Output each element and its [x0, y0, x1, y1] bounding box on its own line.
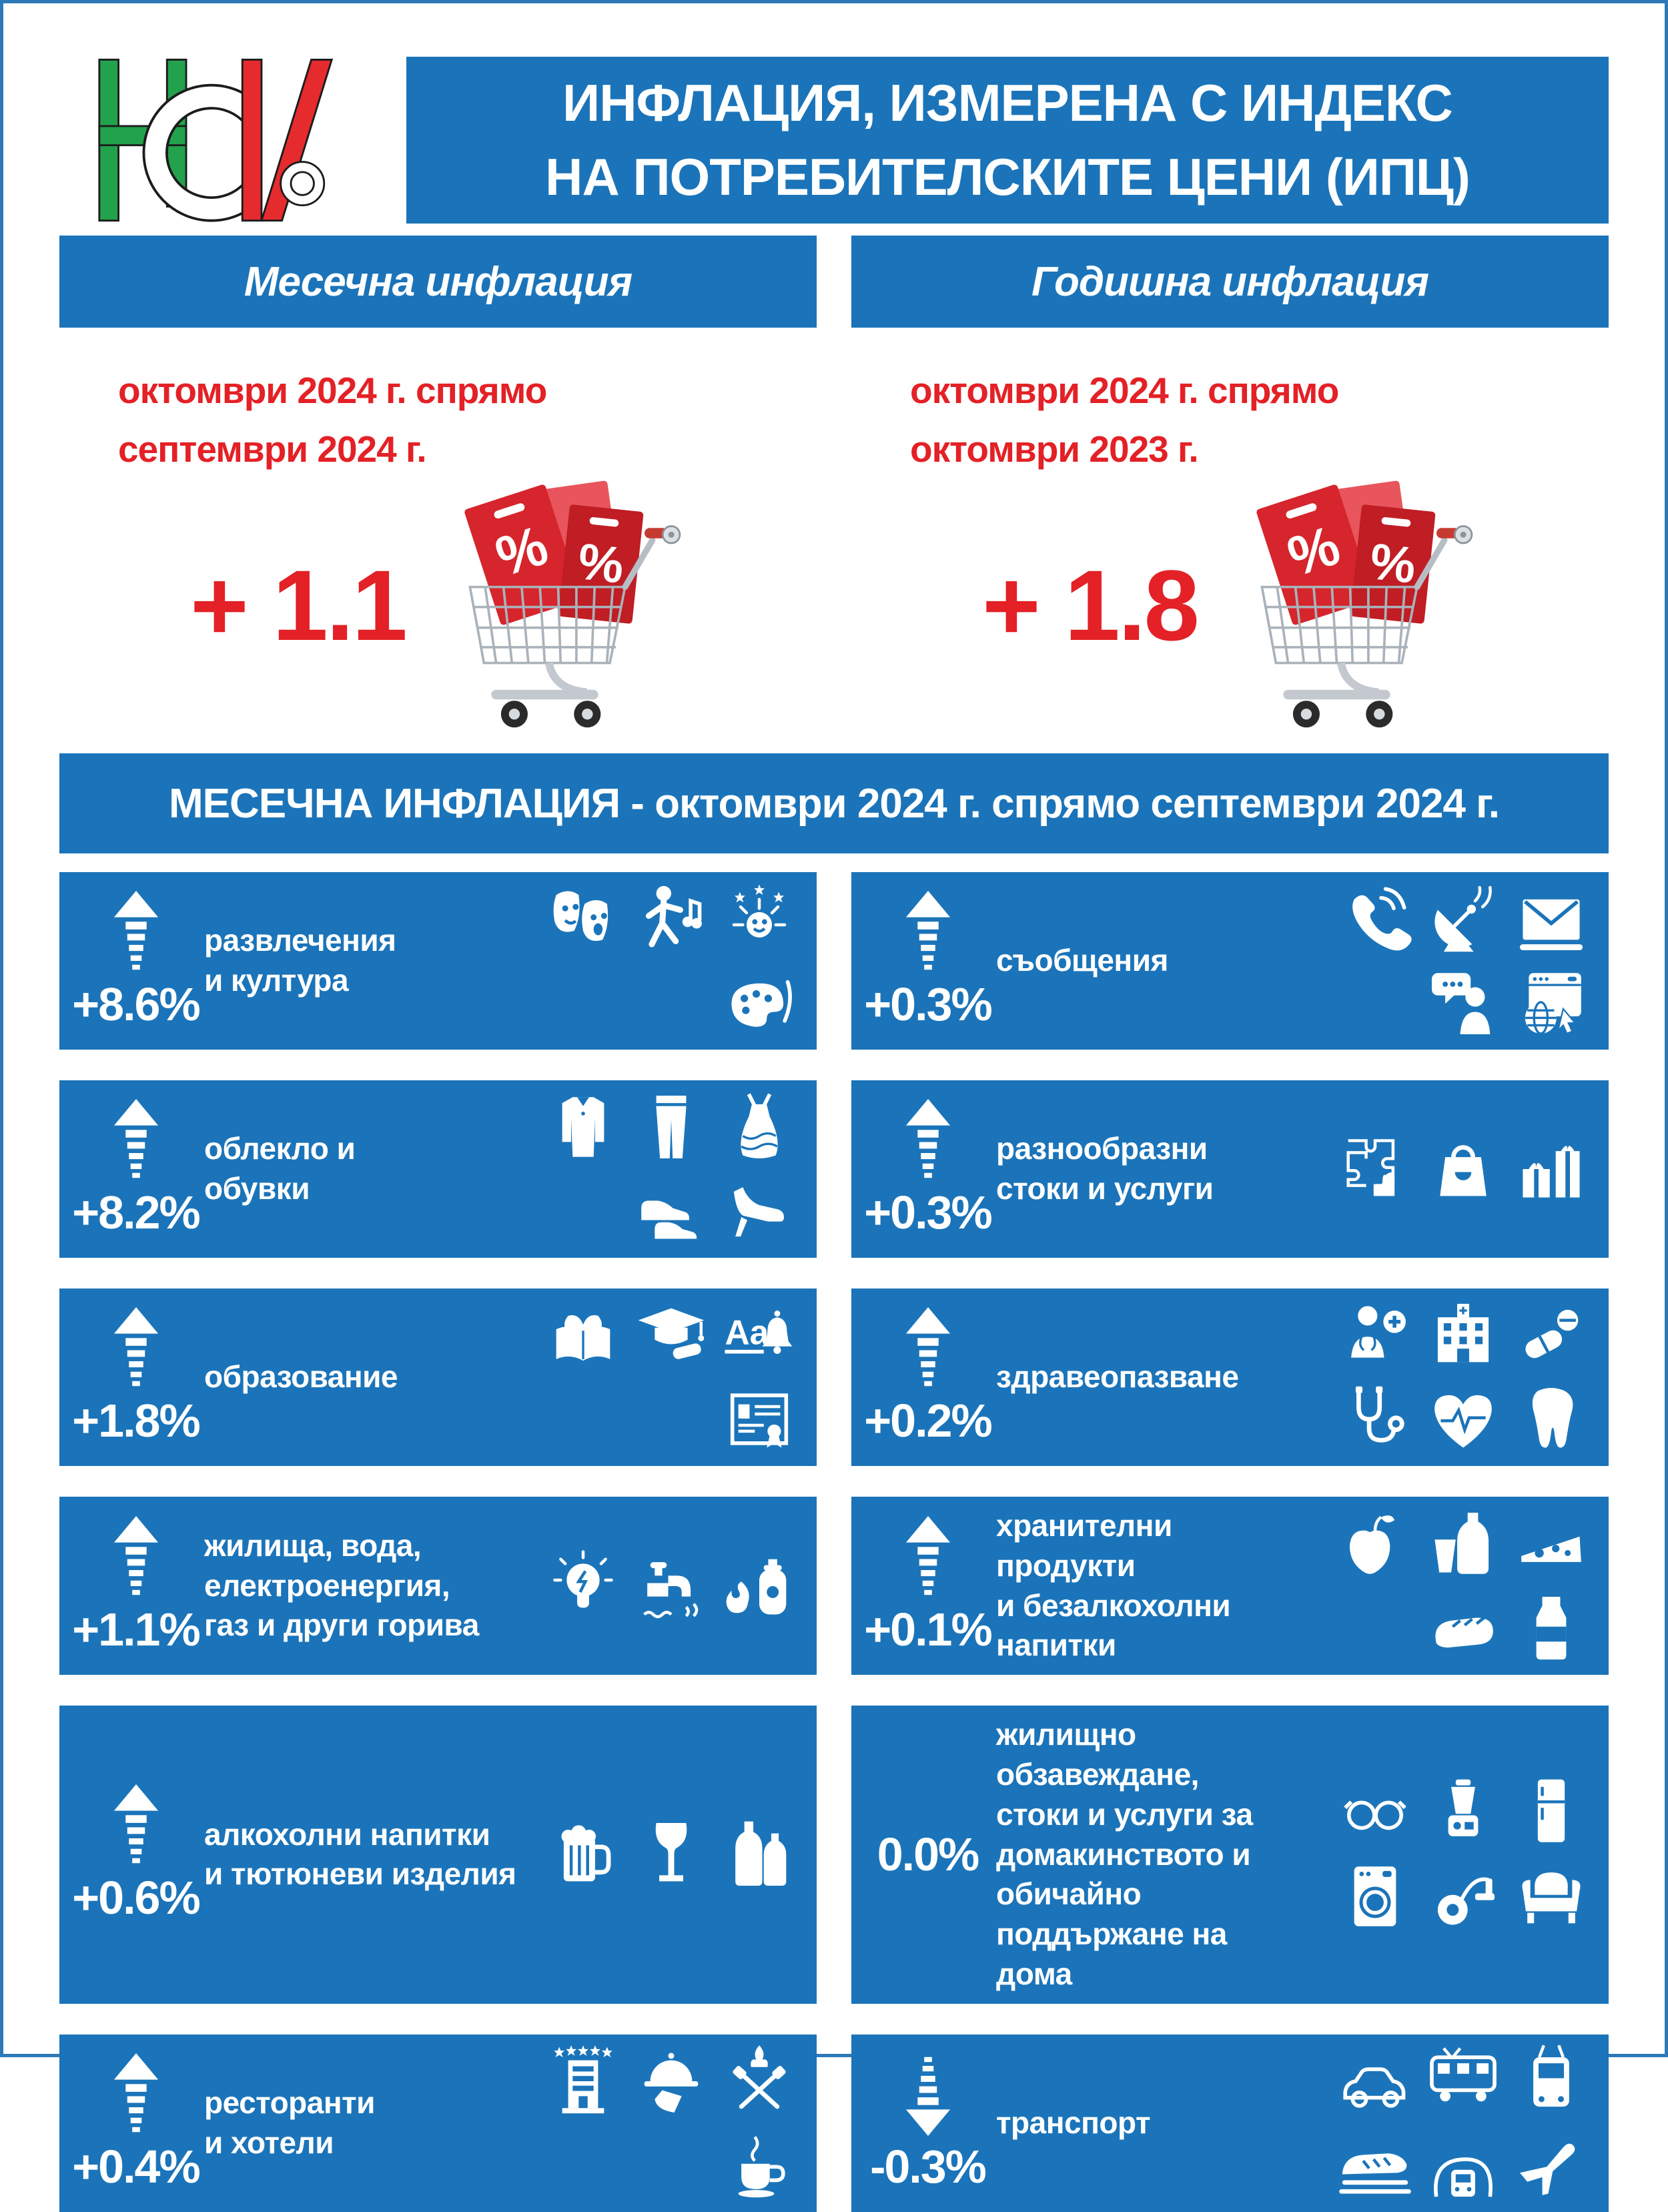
annual-inflation-value: + 1.8	[982, 548, 1198, 661]
bread-icon	[1426, 1591, 1501, 1666]
category-card-alcohol-tobacco	[59, 1706, 817, 2004]
book-brain-icon	[546, 1298, 620, 1373]
milk-bottle-icon	[1514, 1591, 1589, 1666]
up-arrow-icon	[104, 1099, 168, 1182]
train-icon	[1338, 2128, 1412, 2203]
percent-value: +1.1%	[72, 1603, 199, 1655]
washing-machine-icon	[1338, 1859, 1412, 1934]
browser-globe-icon	[1514, 966, 1589, 1040]
tram-icon	[1426, 2044, 1501, 2119]
dancer-icon	[634, 881, 709, 956]
faucet-icon	[634, 1549, 709, 1623]
light-bulb-icon	[546, 1549, 620, 1623]
category-card-food-beverages	[851, 1497, 1609, 1675]
percent-value: +0.1%	[864, 1603, 991, 1655]
category-icons	[1265, 1298, 1589, 1457]
car-icon	[1338, 2044, 1412, 2119]
plane-icon	[1514, 2128, 1589, 2203]
category-icons	[1265, 2044, 1589, 2203]
grill-tools-icon	[722, 2044, 797, 2119]
percent-value: +1.8%	[72, 1395, 199, 1447]
section-banner: МЕСЕЧНА ИНФЛАЦИЯ - октомври 2024 г. спрямо септември 2024 г.	[59, 753, 1609, 853]
category-label: разнообразни стоки и услуги	[996, 1131, 1214, 1206]
gas-cylinder-icon	[722, 1549, 797, 1623]
down-arrow-icon	[896, 2053, 960, 2136]
monthly-column	[59, 328, 817, 736]
letters-bell-icon	[722, 1298, 797, 1373]
category-icons	[1265, 881, 1589, 1040]
puzzle-hand-icon	[1338, 1132, 1412, 1206]
category-icons	[473, 1090, 797, 1248]
sun-stars-icon	[722, 881, 797, 956]
title-banner	[406, 57, 1609, 224]
tooth-icon	[1514, 1382, 1589, 1457]
category-icons	[473, 1298, 797, 1457]
high-heel-icon	[722, 1174, 797, 1248]
category-card-transport	[851, 2035, 1609, 2212]
category-card-restaurants-hotels	[59, 2035, 817, 2212]
percent-value: +8.2%	[72, 1186, 199, 1238]
percent-value: +0.4%	[72, 2140, 199, 2193]
cloche-hand-icon	[634, 2044, 709, 2119]
doctor-icon	[1338, 1298, 1412, 1373]
metro-icon	[1426, 2128, 1501, 2203]
annual-period-text: октомври 2024 г. спрямо октомври 2023 г.	[910, 370, 1339, 470]
up-arrow-icon	[104, 1307, 168, 1390]
shopping-cart-icon	[1216, 474, 1478, 736]
bottles-icon	[722, 1817, 797, 1892]
category-card-clothing-footwear	[59, 1080, 817, 1258]
category-label: здравеопазване	[996, 1359, 1239, 1395]
category-cards-grid	[59, 872, 1609, 2212]
up-arrow-icon	[896, 1516, 960, 1599]
shopping-cart-icon	[424, 474, 686, 736]
category-card-miscellaneous-goods-services	[851, 1080, 1609, 1258]
trolleybus-icon	[1514, 2044, 1589, 2119]
category-label: облекло и обувки	[204, 1131, 356, 1206]
comparison-section	[59, 328, 1609, 736]
up-arrow-icon	[104, 891, 168, 974]
blender-icon	[1426, 1775, 1501, 1850]
dress-icon	[722, 1090, 797, 1164]
annual-inflation-banner: Годишна инфлация	[851, 236, 1609, 328]
phone-handset-icon	[1338, 881, 1412, 956]
theater-masks-icon	[546, 881, 620, 956]
person-chat-icon	[1426, 966, 1501, 1040]
category-card-entertainment-culture	[59, 872, 817, 1050]
up-arrow-icon	[896, 891, 960, 974]
percent-value: 0.0%	[877, 1828, 979, 1881]
armchair-icon	[1514, 1859, 1589, 1934]
category-label: жилищно обзавеждане, стоки и услуги за домакинството и обичайно поддържане на дома	[996, 1717, 1253, 1991]
beer-mug-icon	[546, 1817, 620, 1892]
sub-banners	[59, 236, 1609, 328]
category-label: жилища, вода, електроенергия, газ и други горива	[204, 1527, 479, 1643]
percent-value: -0.3%	[870, 2140, 985, 2193]
percent-value: +0.3%	[864, 1186, 991, 1238]
hospital-icon	[1426, 1298, 1501, 1373]
up-arrow-icon	[104, 2053, 168, 2136]
eyeglasses-icon	[1338, 1775, 1412, 1850]
annual-column	[851, 328, 1609, 736]
envelope-icon	[1514, 881, 1589, 956]
gift-boxes-icon	[1514, 1132, 1589, 1206]
category-label: развлечения и култура	[204, 923, 396, 998]
percent-value: +8.6%	[72, 978, 199, 1030]
pills-icon	[1514, 1298, 1589, 1373]
refrigerator-icon	[1514, 1775, 1589, 1850]
shoes-icon	[634, 1174, 709, 1248]
vacuum-cleaner-icon	[1426, 1859, 1501, 1934]
header	[59, 57, 1609, 224]
percent-value: +0.6%	[72, 1872, 199, 1924]
category-icons	[473, 2044, 797, 2203]
bottle-glass-icon	[1426, 1507, 1501, 1581]
category-label: ресторанти и хотели	[204, 2085, 375, 2160]
category-card-communications	[851, 872, 1609, 1050]
logo-box	[59, 57, 373, 224]
percent-value: +0.2%	[864, 1395, 991, 1447]
category-card-healthcare	[851, 1288, 1609, 1466]
stethoscope-icon	[1338, 1382, 1412, 1457]
cheese-icon	[1514, 1507, 1589, 1581]
monthly-period-text: октомври 2024 г. спрямо септември 2024 г.	[118, 370, 547, 470]
hotel-building-icon	[546, 2044, 620, 2119]
percent-value: +0.3%	[864, 978, 991, 1030]
category-card-housing-utilities	[59, 1497, 817, 1675]
category-icons	[1338, 1132, 1589, 1206]
palette-icon	[722, 966, 797, 1040]
category-card-education	[59, 1288, 817, 1466]
monthly-inflation-value: + 1.1	[190, 548, 406, 661]
nsi-logo-icon	[83, 51, 350, 230]
page-title-line2: НА ПОТРЕБИТЕЛСКИТЕ ЦЕНИ (ИПЦ)	[545, 147, 1470, 206]
category-icons	[473, 881, 797, 1040]
graduation-cap-icon	[634, 1298, 709, 1373]
satellite-dish-icon	[1426, 881, 1501, 956]
category-label: образование	[204, 1359, 398, 1395]
apple-icon	[1338, 1507, 1412, 1581]
up-arrow-icon	[896, 1099, 960, 1182]
coffee-cup-icon	[722, 2128, 797, 2203]
category-label: алкохолни напитки и тютюневи изделия	[204, 1816, 516, 1892]
trousers-icon	[634, 1090, 709, 1164]
page-title-line1: ИНФЛАЦИЯ, ИЗМЕРЕНА С ИНДЕКС	[562, 73, 1452, 133]
category-label: транспорт	[996, 2105, 1150, 2140]
category-icons	[1265, 1507, 1589, 1666]
category-icons	[546, 1817, 797, 1892]
up-arrow-icon	[104, 1516, 168, 1599]
category-card-furnishings-household	[851, 1706, 1609, 2004]
up-arrow-icon	[104, 1784, 168, 1867]
category-label: хранителни продукти и безалкохолни напитки	[996, 1508, 1231, 1663]
infographic-page	[3, 57, 1665, 2212]
category-icons	[1265, 1775, 1589, 1934]
monthly-inflation-banner: Месечна инфлация	[59, 236, 817, 328]
wine-glass-icon	[634, 1817, 709, 1892]
category-label: съобщения	[996, 943, 1168, 978]
heart-pulse-icon	[1426, 1382, 1501, 1457]
certificate-icon	[722, 1382, 797, 1457]
coat-icon	[546, 1090, 620, 1164]
category-icons	[546, 1549, 797, 1623]
shopping-bag-icon	[1426, 1132, 1501, 1206]
up-arrow-icon	[896, 1307, 960, 1390]
